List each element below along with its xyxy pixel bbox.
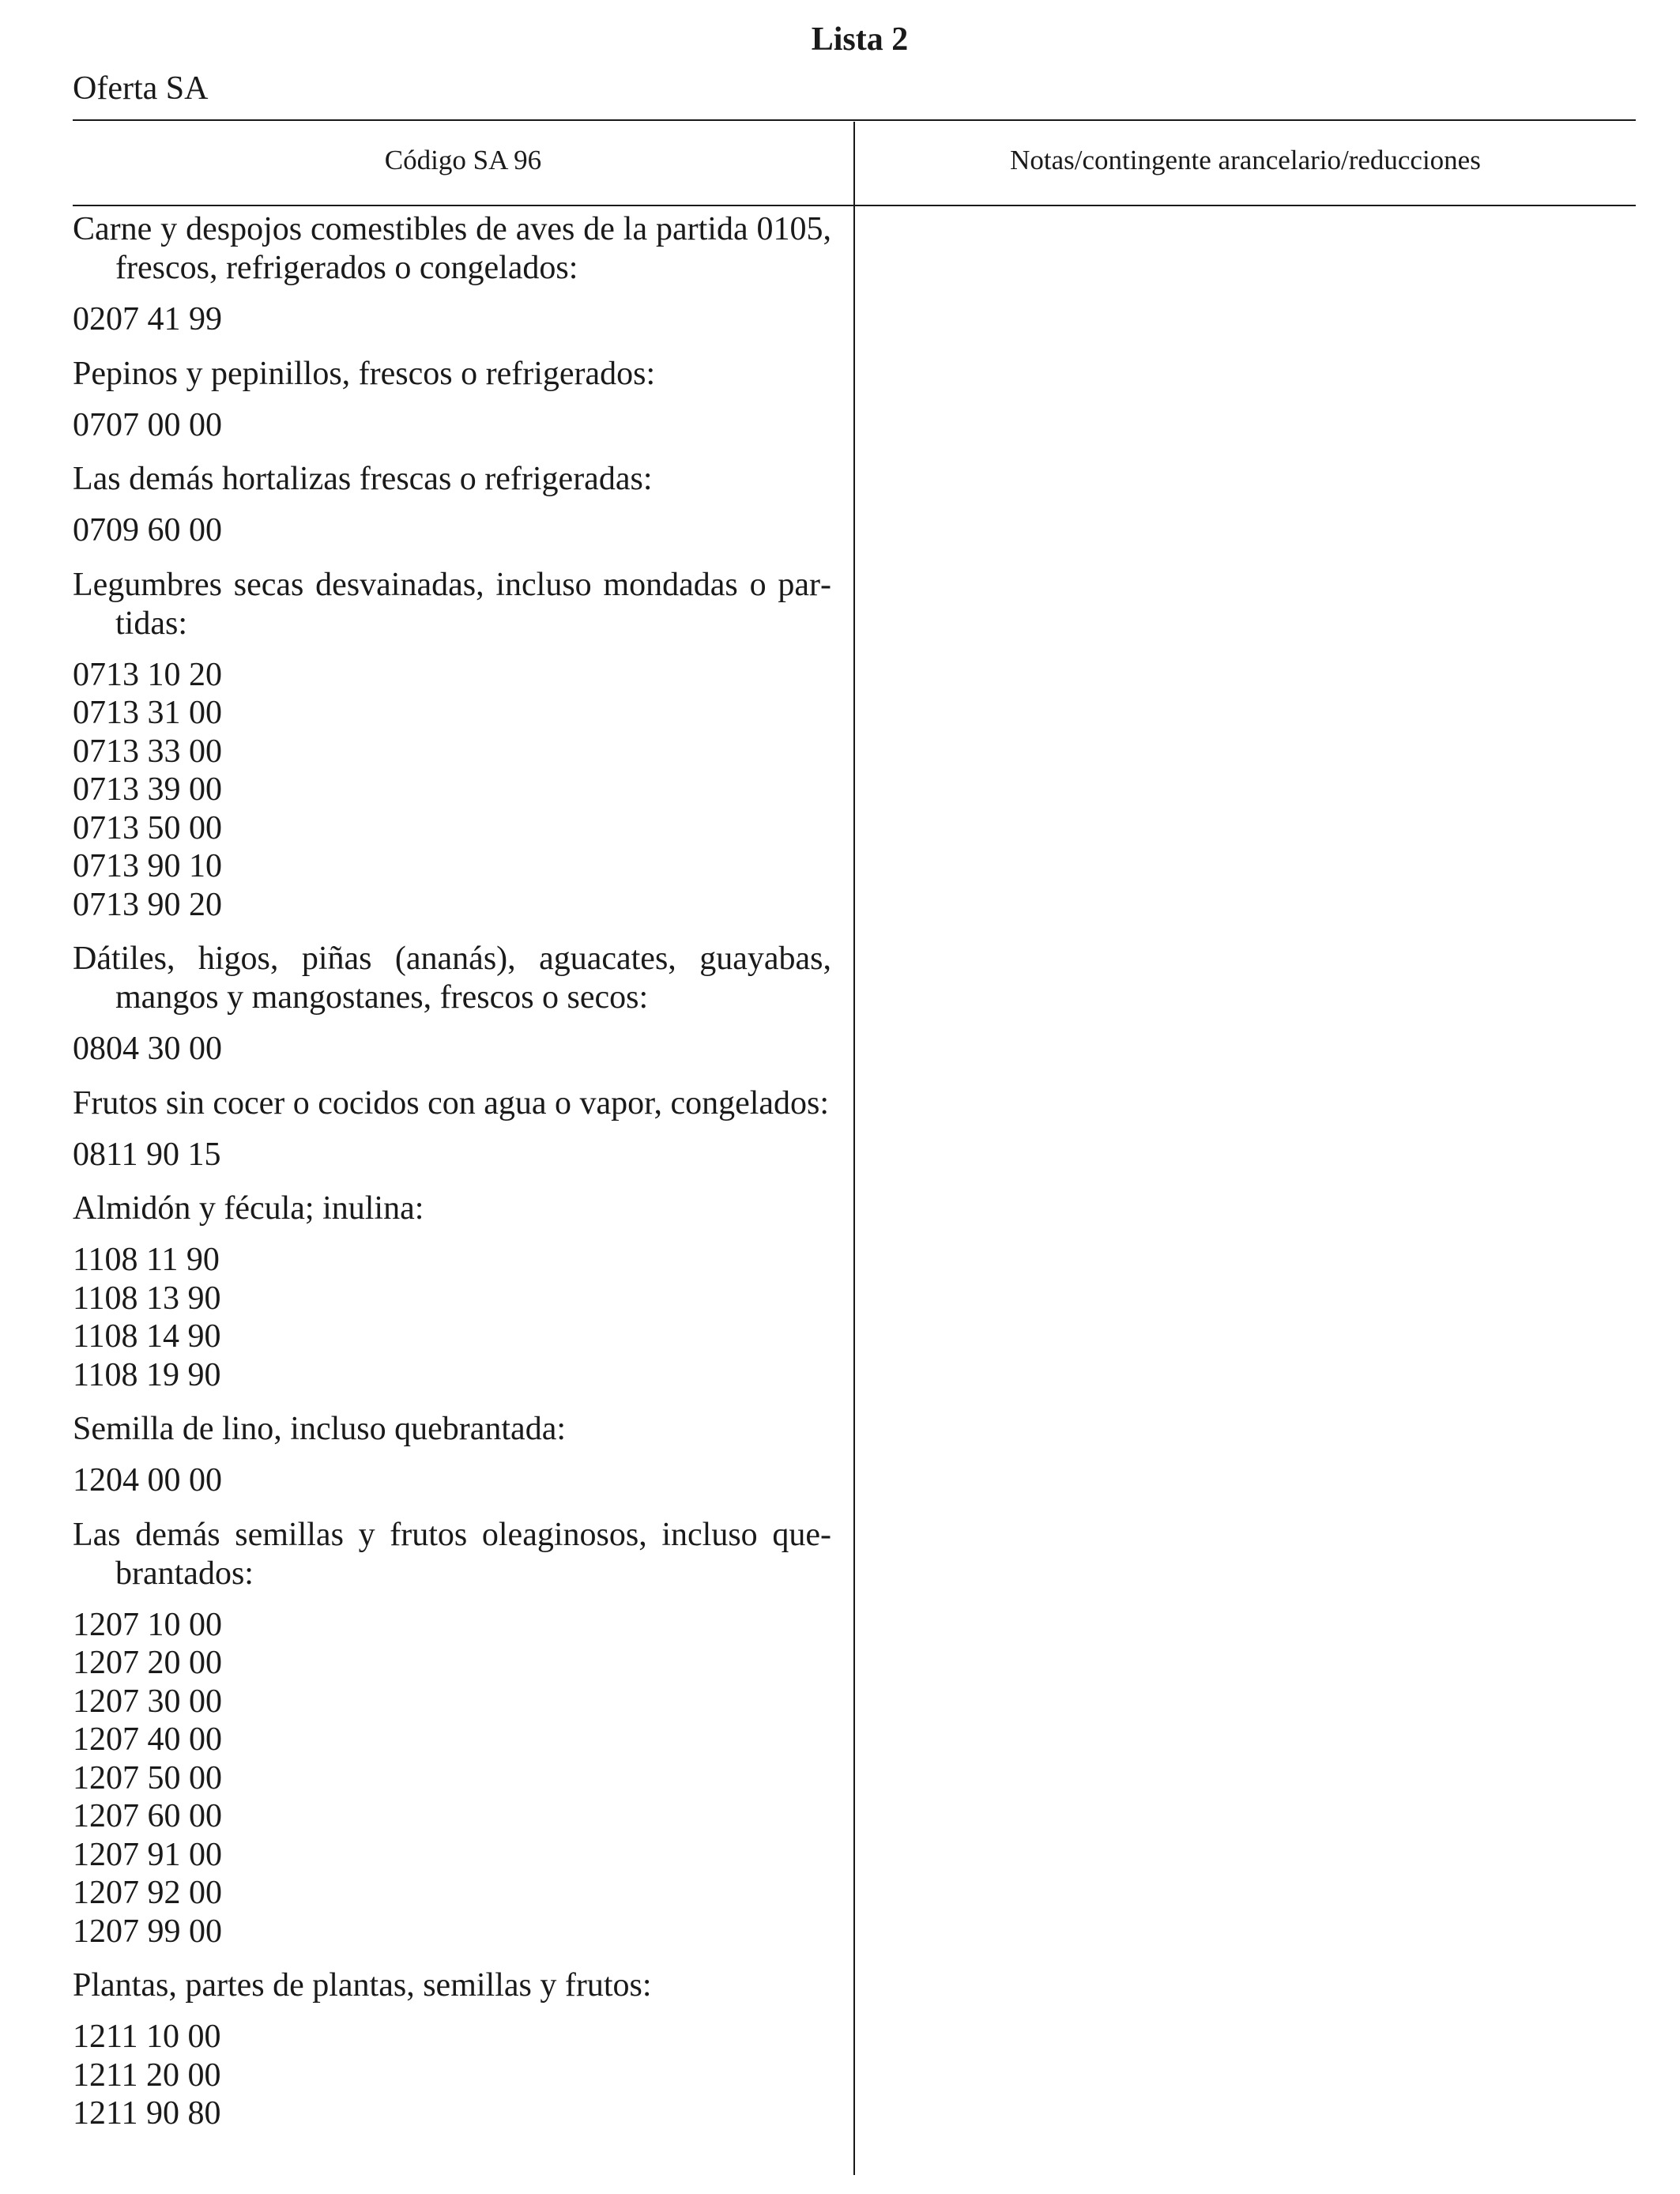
- hs-code: 1207 91 00: [73, 1836, 222, 1873]
- tariff-group: [73, 1410, 831, 1500]
- tariff-group: [73, 940, 831, 1069]
- hs-code: 1207 30 00: [73, 1683, 222, 1720]
- product-description: Frutos sin cocer o cocidos con agua o vapor, congelados:: [73, 1084, 830, 1122]
- hs-code: 0713 33 00: [73, 733, 222, 770]
- hs-code: 0713 39 00: [73, 771, 222, 808]
- hs-code: 1207 50 00: [73, 1759, 222, 1796]
- column-header-notes: Notas/contingente arancelario/reducciones: [1010, 145, 1481, 175]
- hs-code: 1108 19 90: [73, 1356, 221, 1393]
- product-description: Almidón y fécula; inulina:: [73, 1190, 424, 1227]
- table-top-rule: [73, 119, 1636, 121]
- product-description: Pepinos y pepinillos, frescos o refrigerados:: [73, 355, 656, 392]
- hs-code: 1108 13 90: [73, 1280, 221, 1317]
- hs-code: 0707 00 00: [73, 406, 222, 443]
- tariff-group: [73, 1084, 831, 1174]
- hs-code: 1207 10 00: [73, 1606, 222, 1643]
- hs-code: 0713 90 10: [73, 848, 222, 884]
- hs-code: 0713 10 20: [73, 656, 222, 693]
- code-list: [73, 1606, 831, 1951]
- hs-code: 0713 90 20: [73, 886, 222, 923]
- tariff-group: [73, 210, 831, 339]
- product-description: Carne y despojos comestibles de aves de la partida 0105, frescos, refrigerados o congelados:: [73, 211, 831, 286]
- hs-code: 0709 60 00: [73, 512, 222, 548]
- code-list: [73, 1136, 831, 1174]
- tariff-group: [73, 1189, 831, 1394]
- code-list: [73, 511, 831, 550]
- hs-code: 1211 90 80: [73, 2095, 221, 2132]
- code-list: [73, 300, 831, 339]
- hs-code: 1204 00 00: [73, 1462, 222, 1498]
- tariff-entries: [73, 210, 831, 2133]
- product-description: Semilla de lino, incluso quebrantada:: [73, 1411, 567, 1447]
- tariff-group: [73, 355, 831, 445]
- hs-code: 1207 20 00: [73, 1645, 222, 1681]
- tariff-group: [73, 1516, 831, 1951]
- document-subtitle: Oferta SA: [73, 70, 209, 107]
- hs-code: 1207 99 00: [73, 1913, 222, 1950]
- hs-code: 1207 92 00: [73, 1875, 222, 1911]
- page-title: Lista 2: [811, 21, 909, 58]
- tariff-group: [73, 566, 831, 925]
- code-list: [73, 1241, 831, 1394]
- product-description: Las demás hortalizas frescas o refrigeradas:: [73, 461, 653, 497]
- hs-code: 1211 10 00: [73, 2019, 221, 2055]
- product-description: Legumbres secas desvainadas, incluso mondadas o partidas:: [73, 566, 831, 642]
- column-divider: [853, 122, 855, 2175]
- hs-code: 0713 50 00: [73, 809, 222, 846]
- product-description: Dátiles, higos, piñas (ananás), aguacates, guayabas, mangos y mangostanes, frescos o secos:: [73, 941, 831, 1016]
- product-description: Las demás semillas y frutos oleaginosos, incluso quebrantados:: [73, 1516, 831, 1592]
- hs-code: 0713 31 00: [73, 695, 222, 731]
- hs-code: 1108 14 90: [73, 1318, 221, 1355]
- code-list: [73, 1030, 831, 1069]
- code-list: [73, 1461, 831, 1500]
- code-list: [73, 2018, 831, 2133]
- code-list: [73, 406, 831, 445]
- code-list: [73, 656, 831, 925]
- hs-code: 1207 60 00: [73, 1798, 222, 1834]
- tariff-group: [73, 1966, 831, 2133]
- hs-code: 1211 20 00: [73, 2056, 221, 2094]
- hs-code: 0811 90 15: [73, 1136, 221, 1173]
- hs-code: 1108 11 90: [73, 1242, 220, 1278]
- product-description: Plantas, partes de plantas, semillas y frutos:: [73, 1967, 652, 2004]
- tariff-group: [73, 460, 831, 550]
- hs-code: 1207 40 00: [73, 1721, 222, 1758]
- column-header-code: Código SA 96: [384, 145, 542, 175]
- hs-code: 0207 41 99: [73, 301, 222, 337]
- hs-code: 0804 30 00: [73, 1031, 222, 1067]
